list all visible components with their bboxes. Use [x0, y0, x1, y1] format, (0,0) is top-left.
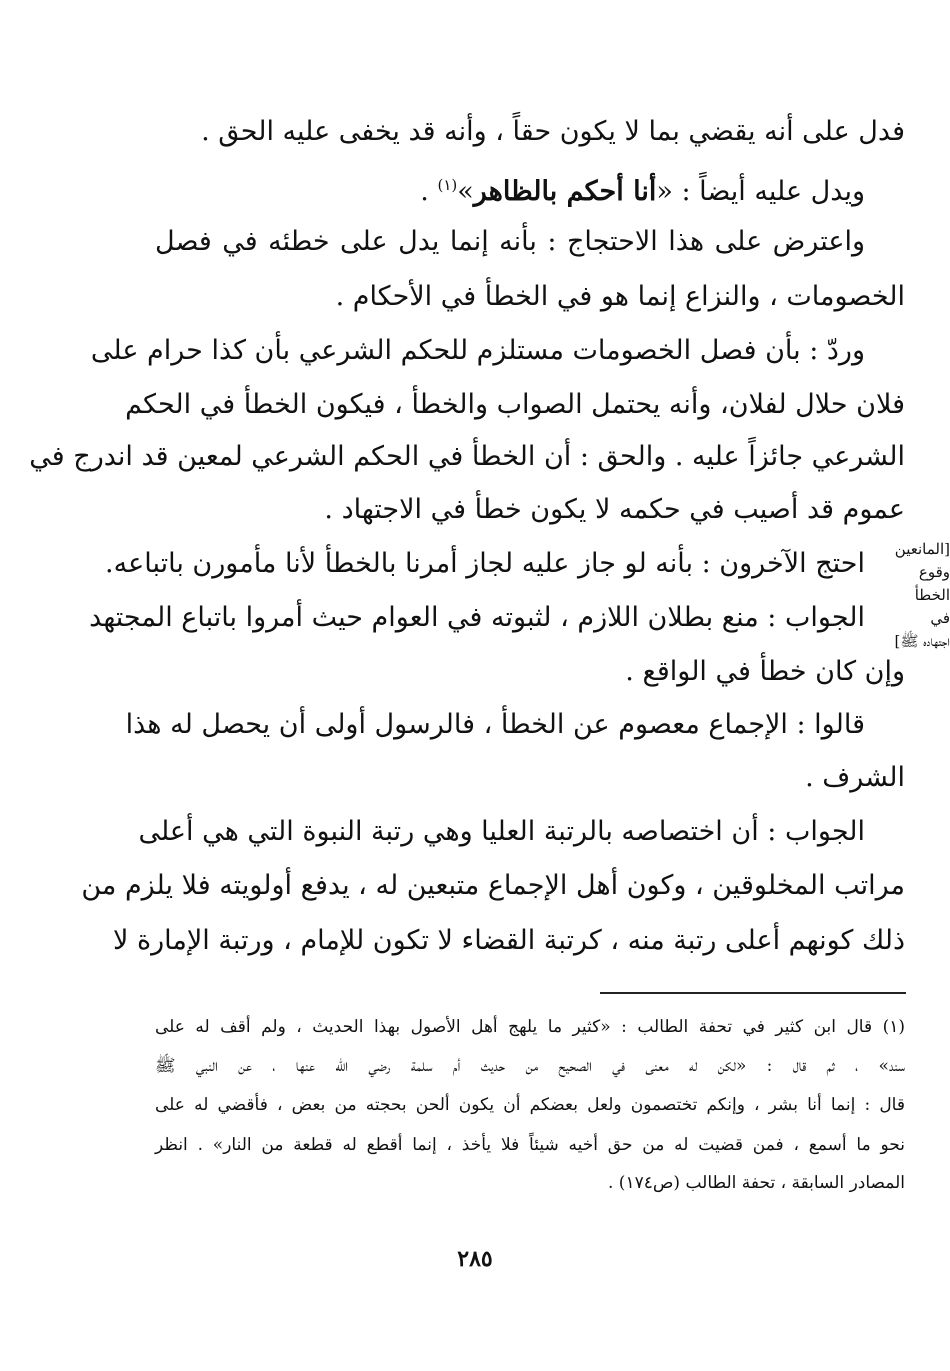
footnote-separator [600, 992, 906, 994]
margin-heading-line: [المانعين [894, 540, 950, 558]
footnote-line-3: قال : إنما أنا بشر ، وإنكم تختصمون ولعل بعضكم أن يكون ألحن بحجته من بعض ، فأقضي له على [155, 1095, 905, 1115]
text-before-hadith: ويدل عليه أيضاً : « [656, 176, 865, 207]
body-line-13: الشرف . [805, 762, 905, 793]
margin-heading-line: وقوع [918, 563, 950, 581]
margin-heading-line: الخطأ في [914, 586, 950, 627]
margin-heading [893, 538, 950, 658]
closing-quote-mark: » [457, 176, 474, 207]
footnote-marker[interactable]: (١) [437, 176, 458, 194]
margin-heading-line: اجتهاده ﷺ] [894, 632, 950, 650]
body-line-11: وإن كان خطأ في الواقع . [625, 656, 905, 687]
footnote-line-2: سند» ، ثم قال : «لكن له معنى في الصحيح من حديث أم سلمة رضي الله عنها ، عن النبي ﷺ [155, 1056, 905, 1076]
body-line-4: الخصومات ، والنزاع إنما هو في الخطأ في الأحكام . [335, 281, 905, 312]
body-line-5: وردّ : بأن فصل الخصومات مستلزم للحكم الشرعي بأن كذا حرام على [90, 335, 865, 366]
body-line-8: عموم قد أصيب في حكمه لا يكون خطأ في الاجتهاد . [324, 494, 905, 525]
sentence-end: . [420, 176, 438, 207]
body-line-1: فدل على أنه يقضي بما لا يكون حقاً ، وأنه قد يخفى عليه الحق . [201, 116, 905, 147]
body-line-14: الجواب : أن اختصاصه بالرتبة العليا وهي رتبة النبوة التي هي أعلى [138, 816, 865, 847]
body-line-10: الجواب : منع بطلان اللازم ، لثبوته في العوام حيث أمروا باتباع المجتهد [89, 602, 865, 633]
body-line-16: ذلك كونهم أعلى رتبة منه ، كرتبة القضاء لا تكون للإمام ، ورتبة الإمارة لا [113, 925, 905, 956]
body-line-12: قالوا : الإجماع معصوم عن الخطأ ، فالرسول أولى أن يحصل له هذا [125, 709, 865, 740]
body-line-9: احتج الآخرون : بأنه لو جاز عليه لجاز أمرنا بالخطأ لأنا مأمورن باتباعه. [105, 548, 865, 579]
body-line-15: مراتب المخلوقين ، وكون أهل الإجماع متبعين له ، يدفع أولويته فلا يلزم من [81, 870, 905, 901]
footnote-line-4: نحو ما أسمع ، فمن قضيت له من حق أخيه شيئاً فلا يأخذ ، إنما أقطع له قطعة من النار» . انظر [155, 1135, 905, 1155]
footnote-line-5: المصادر السابقة ، تحفة الطالب (ص١٧٤) . [608, 1173, 905, 1193]
hadith-quote: أنا أحكم بالظاهر [473, 176, 657, 207]
footnote-line-1: (١) قال ابن كثير في تحفة الطالب : «كثير ما يلهج أهل الأصول بهذا الحديث ، ولم أقف له على [155, 1017, 905, 1037]
body-line-7: الشرعي جائزاً عليه . والحق : أن الخطأ في الحكم الشرعي لمعين قد اندرج في [29, 441, 905, 472]
body-line-6: فلان حلال لفلان، وأنه يحتمل الصواب والخطأ ، فيكون الخطأ في الحكم [125, 389, 905, 420]
body-line-2 [155, 165, 905, 212]
body-line-3: واعترض على هذا الاحتجاج : بأنه إنما يدل على خطئه في فصل [155, 226, 865, 257]
page-number: ٢٨٥ [457, 1246, 493, 1272]
